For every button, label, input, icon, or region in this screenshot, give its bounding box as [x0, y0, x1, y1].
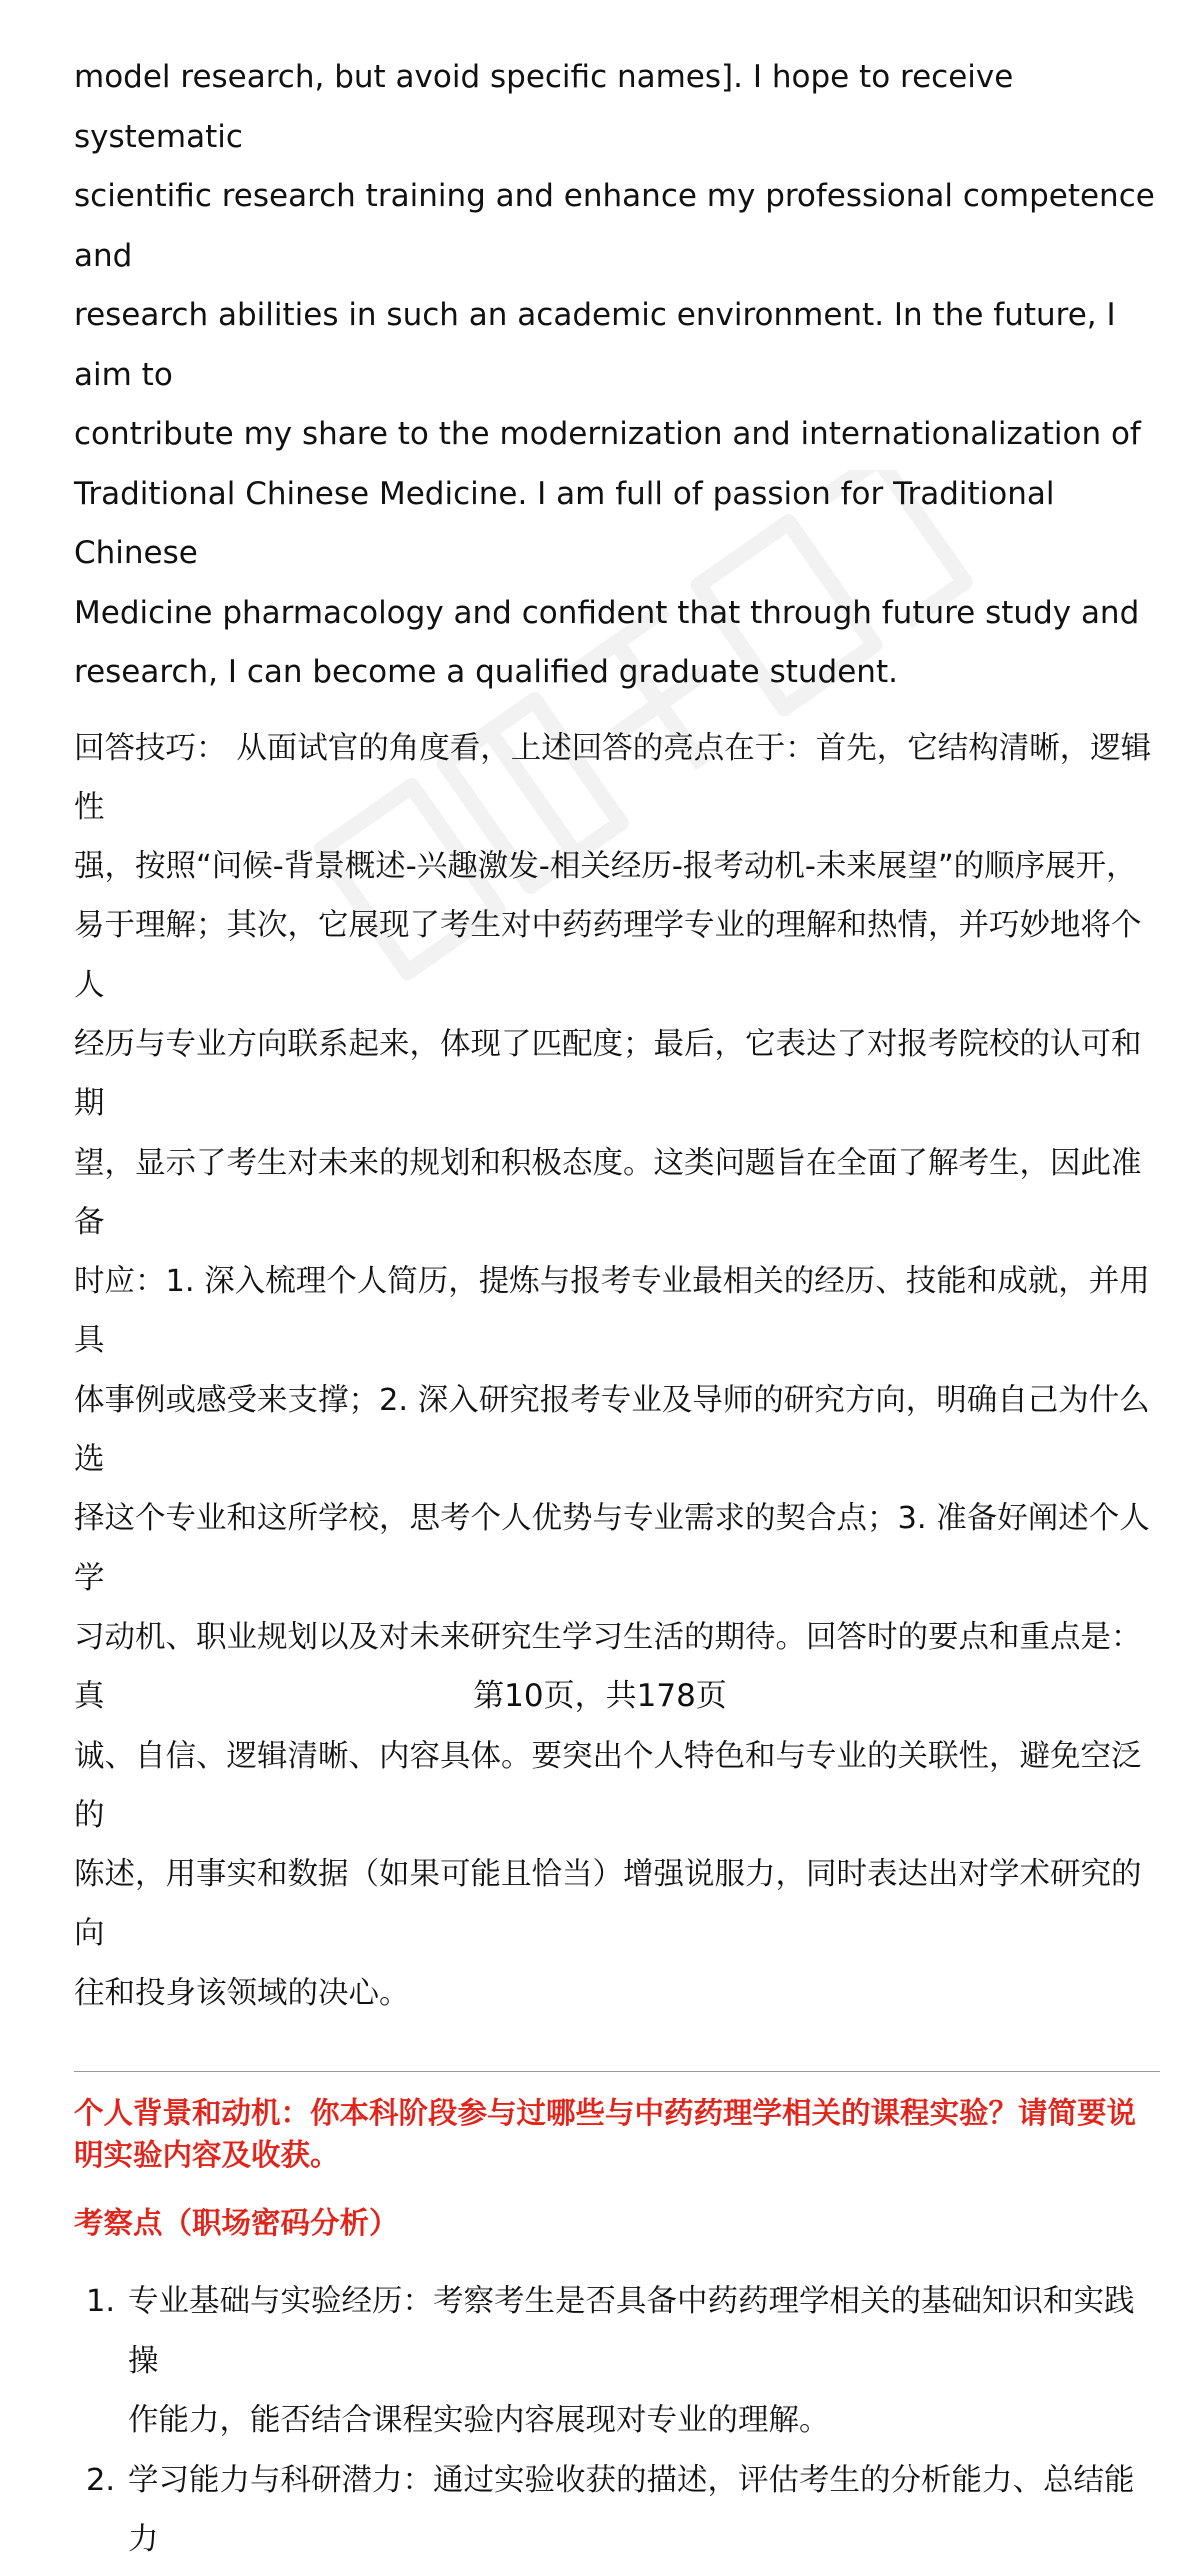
page-number-footer: 第10页，共178页 [473, 1678, 727, 1714]
english-answer-paragraph: model research, but avoid specific names]. I hope to receive systematic scientific research training and enhance my professional competence and research abilities in such an academic environment. In the future, I aim to contribute my share to the modernization and internationalization of Traditional Chinese Medicine. I am full of passion for Traditional Chinese Medicine pharmacology and confident that through future study and research, I can become a qualified graduate student. [74, 59, 1155, 690]
section-divider [74, 2071, 1160, 2072]
assessment-points-list [74, 2272, 1160, 2570]
answer-tips-paragraph: 回答技巧： 从面试官的角度看，上述回答的亮点在于：首先，它结构清晰，逻辑性 强，按照“问候-背景概述-兴趣激发-相关经历-报考动机-未来展望”的顺序展开， 易于理解；其次，它展现了考生对中药药理学专业的理解和热情，并巧妙地将个人 经历与专业方向联系起来，体现了匹配度；最后，它表达了对报考院校的认可和期 望，显示了考生对未来的规划和积极态度。这类问题旨在全面了解考生，因此准备 时应：1. 深入梳理个人简历，提炼与报考专业最相关的经历、技能和成就，并用具 体事例或感受来支撑；2. 深入研究报考专业及导师的研究方向，明确自己为什么选 择这个专业和这所学校，思考个人优势与专业需求的契合点；3. 准备好阐述个人学 习动机、职业规划以及对未来研究生学习生活的期待。回答时的要点和重点是：真 诚、自信、逻辑清晰、内容具体。要突出个人特色和与专业的关联性，避免空泛的 陈述，用事实和数据（如果可能且恰当）增强说服力，同时表达出对学术研究的向 往和投身该领域的决心。 [74, 730, 1152, 2011]
interview-question: 个人背景和动机：你本科阶段参与过哪些与中药药理学相关的课程实验？请简要说 明实验内容及收获。 [74, 2096, 1137, 2173]
list-item-number: 1. [86, 2284, 116, 2320]
list-item-text: 学习能力与科研潜力：通过实验收获的描述，评估考生的分析能力、总结能力 [128, 2462, 1135, 2558]
list-item-text: 专业基础与实验经历：考察考生是否具备中药药理学相关的基础知识和实践操 作能力，能否结合课程实验内容展现对专业的理解。 [128, 2284, 1135, 2439]
list-item [74, 2272, 1160, 2451]
list-item [74, 2451, 1160, 2570]
analysis-heading: 考察点（职场密码分析） [74, 2206, 399, 2241]
page-content [74, 48, 1160, 2570]
list-item-number: 2. [86, 2462, 116, 2498]
